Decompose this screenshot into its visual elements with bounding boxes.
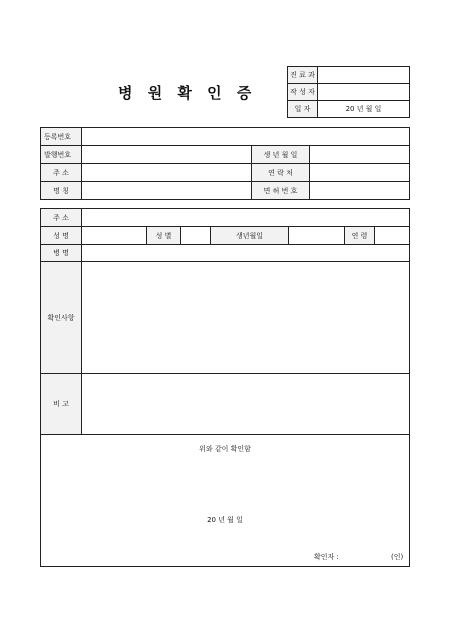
date-label: 일 자 (288, 101, 318, 118)
name-field[interactable] (82, 182, 252, 200)
footer-date: 20 년 월 일 (207, 516, 243, 524)
hospital-info-table (40, 127, 410, 200)
patient-birth-label: 생년월일 (211, 227, 289, 245)
dept-label: 진 료 과 (288, 67, 318, 84)
birth-label: 생 년 월 일 (252, 146, 310, 164)
full-name-label: 성 명 (41, 227, 82, 245)
address-field[interactable] (82, 164, 252, 182)
contact-field[interactable] (310, 164, 410, 182)
sex-label: 성 별 (147, 227, 181, 245)
approval-box (287, 66, 410, 118)
confirm-label: 확인사항 (41, 262, 82, 374)
contact-label: 연 락 처 (252, 164, 310, 182)
patient-birth-field[interactable] (289, 227, 345, 245)
reg-no-field[interactable] (82, 128, 410, 146)
license-label: 면 허 번 호 (252, 182, 310, 200)
sex-field[interactable] (181, 227, 211, 245)
seal-mark: (인) (391, 553, 404, 561)
age-field[interactable] (375, 227, 410, 245)
remarks-field[interactable] (82, 374, 410, 435)
full-name-field[interactable] (82, 227, 147, 245)
issue-no-label: 발행번호 (41, 146, 82, 164)
birth-field[interactable] (310, 146, 410, 164)
confirm-field[interactable] (82, 262, 410, 374)
address-label: 주 소 (41, 164, 82, 182)
disease-field[interactable] (82, 245, 410, 262)
statement-text: 위와 같이 확인함 (199, 445, 251, 453)
patient-address-label: 주 소 (41, 209, 82, 227)
patient-info-table (40, 208, 410, 435)
writer-field[interactable] (318, 84, 410, 101)
dept-field[interactable] (318, 67, 410, 84)
issue-no-field[interactable] (82, 146, 252, 164)
date-field[interactable]: 20 년 월 일 (318, 101, 410, 118)
confirmation-footer (40, 434, 410, 567)
disease-label: 병 명 (41, 245, 82, 262)
age-label: 연 령 (345, 227, 375, 245)
confirmer-label: 확인자 : (314, 553, 339, 561)
reg-no-label: 등록번호 (41, 128, 82, 146)
license-field[interactable] (310, 182, 410, 200)
remarks-label: 비 고 (41, 374, 82, 435)
writer-label: 작 성 자 (288, 84, 318, 101)
name-label: 명 칭 (41, 182, 82, 200)
patient-address-field[interactable] (82, 209, 410, 227)
page-title: 병 원 확 인 증 (118, 84, 257, 102)
